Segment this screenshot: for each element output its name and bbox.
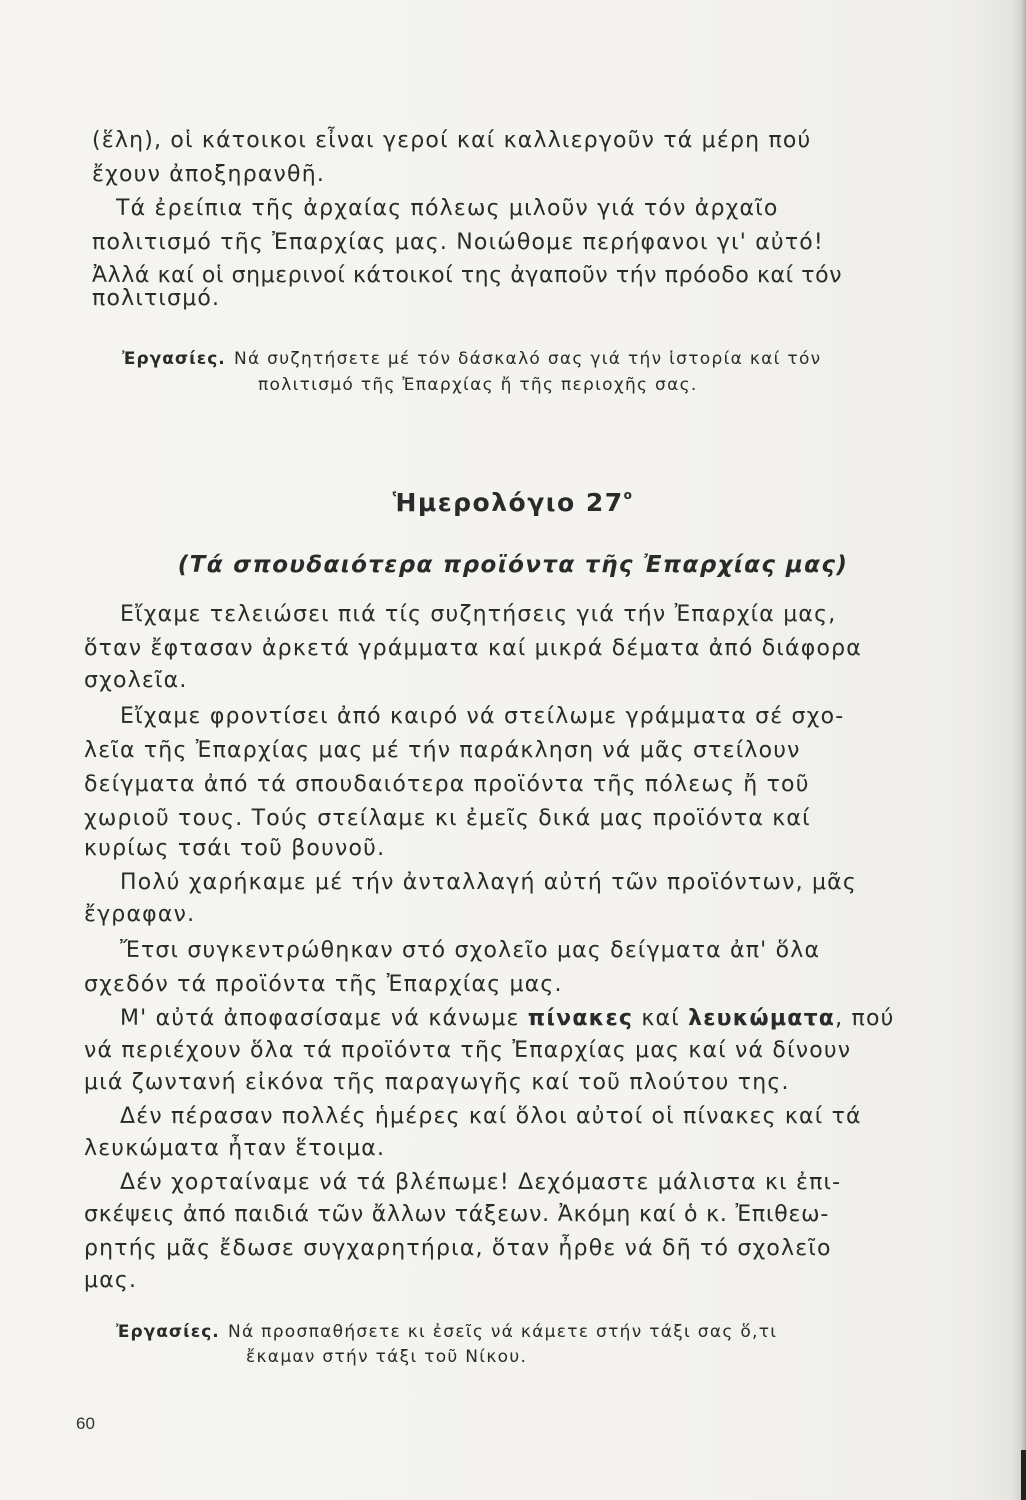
body-line-4: Εἴχαμε φροντίσει ἀπό καιρό νά στείλωμε γράμματα σέ σχο- (120, 704, 845, 729)
body-line-3: σχολεῖα. (84, 668, 188, 693)
bold-word-leukomata: λευκώματα (688, 1006, 836, 1031)
body2-line-8: μας. (84, 1268, 138, 1293)
diary-subtitle: (Τά σπουδαιότερα προϊόντα τῆς Ἐπαρχίας μας) (177, 552, 849, 578)
intro-line-6: πολιτισμό. (92, 286, 221, 311)
body-line-8: κυρίως τσάι τοῦ βουνοῦ. (84, 836, 386, 861)
body2-line-7: ρητής μᾶς ἔδωσε συγχαρητήρια, ὅταν ἦρθε νά δῆ τό σχολεῖο (84, 1236, 832, 1261)
exercise-1-line-1 (122, 347, 821, 370)
page-edge-shadow (1012, 0, 1026, 1500)
diary-title (0, 488, 1026, 517)
intro-line-4: πολιτισμό τῆς Ἐπαρχίας μας. Νοιώθομε περήφανοι γι' αὐτό! (92, 230, 824, 255)
body-line-5: λεῖα τῆς Ἐπαρχίας μας μέ τήν παράκληση νά μᾶς στείλουν (84, 738, 801, 763)
intro-line-3: Τά ἐρείπια τῆς ἀρχαίας πόλεως μιλοῦν γιά τόν ἀρχαῖο (116, 196, 779, 221)
page-number: 60 (76, 1414, 95, 1433)
body-line-7: χωριοῦ τους. Τούς στείλαμε κι ἐμεῖς δικά μας προϊόντα καί (84, 806, 811, 831)
body-bold-sentence (120, 1004, 895, 1034)
exercise-1-text-1: Νά συζητήσετε μέ τόν δάσκαλό σας γιά τήν ἱστορία καί τόν (233, 349, 822, 369)
bold-sentence-mid: καί (633, 1006, 689, 1031)
bold-sentence-post: , πού (835, 1006, 895, 1031)
body2-line-6: σκέψεις ἀπό παιδιά τῶν ἄλλων τάξεων. Ἀκόμη καί ὁ κ. Ἐπιθεω- (84, 1202, 830, 1227)
body-line-1: Εἴχαμε τελειώσει πιά τίς συζητήσεις γιά τήν Ἐπαρχία μας, (120, 602, 837, 627)
diary-title-text: Ἡμερολόγιο 27 (392, 488, 624, 517)
bold-sentence-pre: Μ' αὐτά ἀποφασίσαμε νά κάνωμε (120, 1006, 528, 1031)
exercise-2-line-2: ἔκαμαν στήν τάξι τοῦ Νίκου. (246, 1347, 528, 1367)
body-line-12: σχεδόν τά προϊόντα τῆς Ἐπαρχίας μας. (84, 972, 563, 997)
body-line-10: ἔγραφαν. (84, 902, 196, 927)
page-edge-mark (1021, 1450, 1026, 1500)
body2-line-1: νά περιέχουν ὅλα τά προϊόντα τῆς Ἐπαρχίας μας καί νά δίνουν (84, 1038, 852, 1063)
body-line-9: Πολύ χαρήκαμε μέ τήν ἀνταλλαγή αὐτή τῶν προϊόντων, μᾶς (120, 870, 857, 895)
body-line-2: ὅταν ἔφτασαν ἀρκετά γράμματα καί μικρά δέματα ἀπό διάφορα (84, 636, 862, 661)
body2-line-3: Δέν πέρασαν πολλές ἡμέρες καί ὅλοι αὐτοί οἱ πίνακες καί τά (120, 1104, 862, 1129)
diary-title-superscript: ο (623, 488, 634, 502)
body2-line-5: Δέν χορταίναμε νά τά βλέπωμε! Δεχόμαστε μάλιστα κι ἐπι- (120, 1170, 842, 1195)
body-line-6: δείγματα ἀπό τά σπουδαιότερα προϊόντα τῆς πόλεως ἤ τοῦ (84, 772, 810, 797)
exercise-2-line-1 (116, 1320, 777, 1343)
body2-line-4: λευκώματα ἦταν ἕτοιμα. (84, 1136, 386, 1161)
exercise-1-label: Ἐργασίες. (122, 349, 226, 369)
exercise-1-line-2: πολιτισμό τῆς Ἐπαρχίας ἤ τῆς περιοχῆς σας. (258, 375, 698, 395)
intro-line-2: ἔχουν ἀποξηρανθῆ. (92, 162, 326, 187)
body-line-11: Ἔτσι συγκεντρώθηκαν στό σχολεῖο μας δείγματα ἀπ' ὅλα (120, 938, 821, 963)
body2-line-2: μιά ζωντανή εἰκόνα τῆς παραγωγῆς καί τοῦ πλούτου της. (84, 1070, 790, 1095)
bold-word-pinakes: πίνακες (527, 1006, 634, 1031)
intro-line-5: Ἀλλά καί οἱ σημερινοί κάτοικοί της ἀγαποῦν τήν πρόοδο καί τόν (92, 263, 843, 288)
exercise-2-text-1: Νά προσπαθήσετε κι ἐσεῖς νά κάμετε στήν τάξι σας ὅ,τι (227, 1322, 778, 1342)
exercise-2-label: Ἐργασίες. (116, 1322, 220, 1342)
intro-line-1: (ἕλη), οἱ κάτοικοι εἶναι γεροί καί καλλιεργοῦν τά μέρη πού (92, 128, 812, 153)
